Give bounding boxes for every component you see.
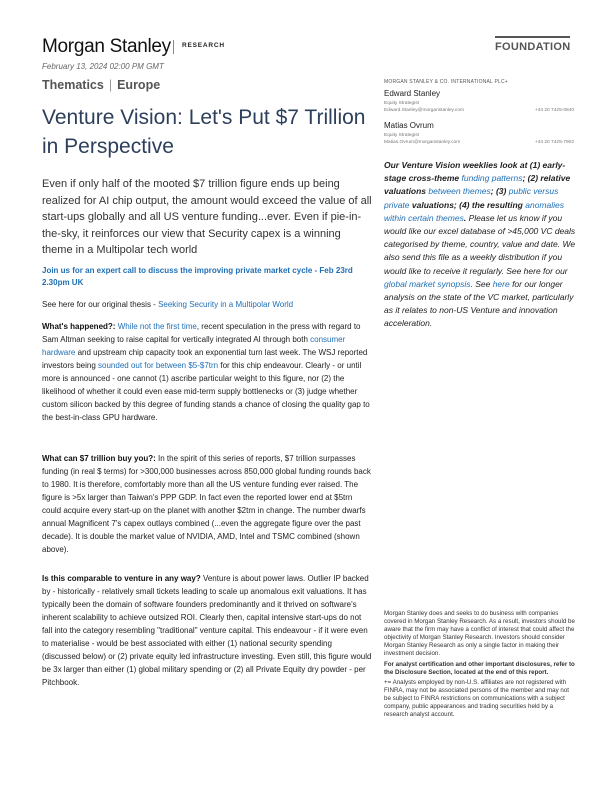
analyst-email[interactable]: Matias.Ovrum@morganstanley.com <box>384 140 461 145</box>
analyst-card <box>384 121 574 145</box>
public-vs-private-link[interactable]: public versus private <box>384 186 559 210</box>
funding-patterns-link[interactable]: funding patterns <box>461 173 523 184</box>
disclaimer-certification: For analyst certification and other important disclosures, refer to the Disclosure Section, located at the end of this report. <box>384 660 575 676</box>
research-label: RESEARCH <box>182 42 225 49</box>
analyst-name: Edward Stanley <box>384 89 441 98</box>
analyst-email[interactable]: Edward.Stanley@morganstanley.com <box>384 108 464 113</box>
analyst-name: Matias Ovrum <box>384 121 434 130</box>
promo-text: ; (2) relative valuations <box>384 173 571 197</box>
expert-call-link[interactable]: Join us for an expert call to discuss the improving private market cycle - Feb 23rd 2.30pm UK <box>42 266 353 287</box>
thesis-link[interactable]: Seeking Security in a Multipolar World <box>158 300 294 309</box>
promo-text: valuations; (4) the resulting <box>409 199 526 210</box>
analyst-card <box>384 89 574 113</box>
sounded-out-link[interactable]: sounded out for between $5-$7trn <box>98 361 219 370</box>
consumer-hardware-link[interactable]: consumer hardware <box>42 335 346 357</box>
brand-logo: Morgan Stanley <box>42 36 171 57</box>
thesis-line <box>42 298 372 311</box>
para-comparable <box>42 572 372 689</box>
promo-text: Please let us know if you would like our excel database of >45,000 VC deals categorised by theme, country, value and date. We also send this file as a weekly distribution if you would like to receive it regularly. See here for our <box>384 212 576 276</box>
page-title: Venture Vision: Let's Put $7 Trillion in Perspective <box>42 106 366 158</box>
para-text: In the spirit of this series of reports, $7 trillion surpasses funding (in real $ terms) for >300,000 businesses across 850,000 global funding rounds back to 1980. It is therefore, comfortably more than all the US venture funding ever raised. The figure is >5x larger than Taiwan's PPP GDP. In fact even the reported lower end at $5trn could acquire every start-up on the planet with another $2trn in change. The number dwarfs annual Magnificent 7's capex outlays combined (...even the aggregate figure over the past decade). It is double the market value of NVIDIA, AMD, Intel and TSMC combined (shown above). <box>42 454 371 554</box>
para-heading: What can $7 trillion buy you?: <box>42 454 156 463</box>
analyst-phone: +44 20 7425-0840 <box>534 108 574 113</box>
analyst-contact <box>384 108 574 113</box>
analyst-phone: +44 20 7425-7902 <box>534 140 574 145</box>
promo-text: Our Venture Vision weeklies look at (1) early-stage cross-theme <box>384 160 566 184</box>
anomalies-link[interactable]: anomalies within certain themes <box>384 199 564 223</box>
kicker-secondary[interactable]: Europe <box>117 78 161 92</box>
kicker <box>42 78 160 92</box>
disclaimer <box>384 610 576 721</box>
para-text: and upstream chip capacity took an exponential turn last week. The WSJ reported investors being <box>42 348 368 370</box>
thesis-prefix: See here for our original thesis - <box>42 300 159 309</box>
publish-date: February 13, 2024 02:00 PM GMT <box>42 62 164 71</box>
para-heading: What's happened?: <box>42 322 116 331</box>
longer-analysis-link[interactable]: here <box>492 278 510 289</box>
para-what-can-buy <box>42 452 372 556</box>
para-text: Venture is about power laws. Outlier IP backed by - historically - relatively small tickets leading to scale up anomalous exit valuations. It has typically been the domain of software founders predominantly and it thrived on software's inherent scalability to achieve outsized ROI. Clearly then, capital intensive start-ups do not fall into the category resembling "traditional" venture capital. This endeavour - if it were even to materialise - would be best associated with either (1) national security spending (discussed below) or (2) private equity led infrastructure investing. Even still, this figure would be 3x larger than either (1) global military spending or (2) all Private Equity dry powder - per Pitchbook. <box>42 574 372 687</box>
promo-text: . <box>463 212 467 223</box>
between-themes-link[interactable]: between themes <box>428 186 491 197</box>
venture-vision-promo <box>384 159 576 331</box>
disclaimer-conflict: Morgan Stanley does and seeks to do business with companies covered in Morgan Stanley Research. As a result, investors should be aware that the firm may have a conflict of interest that could affect the objectivity of Morgan Stanley Research. Investors should consider Morgan Stanley Research as only a single factor in making their investment decision. <box>384 610 575 658</box>
market-synopsis-link[interactable]: global market synopsis <box>384 278 471 289</box>
promo-text: . See <box>470 278 493 289</box>
analyst-contact <box>384 140 574 145</box>
first-time-link[interactable]: While not the first time <box>117 322 197 331</box>
series-label: FOUNDATION <box>495 41 571 53</box>
kicker-primary[interactable]: Thematics <box>42 78 104 92</box>
series-rule <box>495 36 570 38</box>
disclaimer-finra: += Analysts employed by non-U.S. affiliates are not registered with FINRA, may not be associated persons of the member and may not be subject to FINRA restrictions on communications with a subject company, public appearances and trading securities held by a research analyst account. <box>384 678 570 719</box>
analyst-role: Equity Strategist <box>384 101 419 106</box>
promo-text: for our longer analysis on the state of the VC market, particularly as it relates to non-US Venture and innovation acceleration. <box>384 278 574 329</box>
para-heading: Is this comparable to venture in any way? <box>42 574 201 583</box>
kicker-divider: | <box>108 78 113 92</box>
analyst-role: Equity Strategist <box>384 133 419 138</box>
promo-text: ; (3) <box>490 186 509 197</box>
lede-paragraph: Even if only half of the mooted $7 trillion figure ends up being realized for AI chip output, the amount would exceed the value of all start-ups globally and all US venture funding...ever. Even if pie-in-the-sky, it reinforces our view that Security capex is a winning theme in a Multipolar tech world <box>42 178 372 256</box>
entity-label: MORGAN STANLEY & CO. INTERNATIONAL PLC+ <box>384 79 508 85</box>
para-text: , recent speculation in the press with regard to Sam Altman seeking to raise capital for vertically integrated AI through both <box>42 322 361 344</box>
logo-divider <box>173 40 174 54</box>
para-what-happened <box>42 320 372 424</box>
para-text: for this chip endeavour. Clearly - or until more is announced - one cannot (1) ascribe particular weight to this figure, nor (2) the likelihood of whether it could even ease mid-term supply bottlenecks or (3) judge whether custom silicon backed by this degree of funding stands a chance of closing the quality gap to the best-in-class GPU hardware. <box>42 361 370 422</box>
